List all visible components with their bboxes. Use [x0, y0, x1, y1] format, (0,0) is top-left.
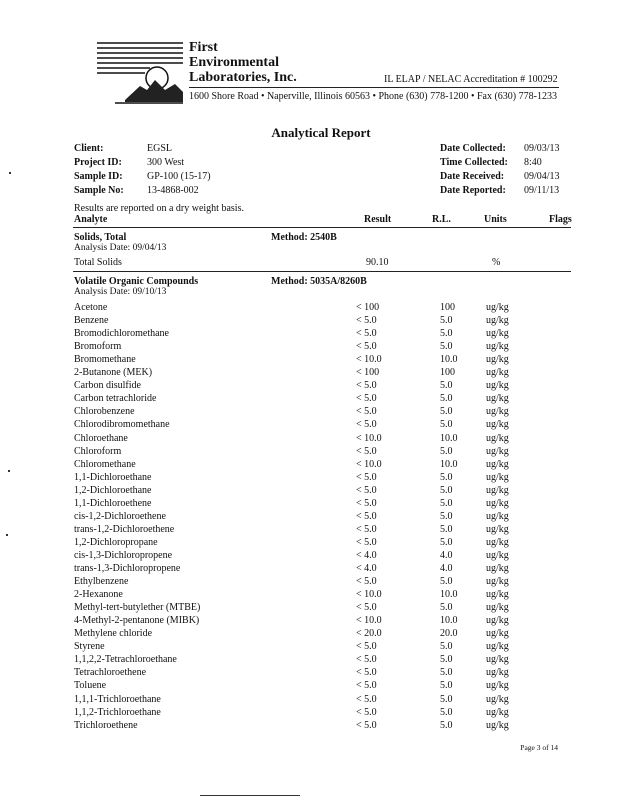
- rl-value: 5.0: [440, 445, 453, 457]
- analyte-name: Carbon tetrachloride: [74, 393, 157, 405]
- table-row: [0, 641, 642, 654]
- rl-value: 100: [440, 367, 455, 379]
- rl-value: 5.0: [440, 497, 453, 509]
- result-value: < 4.0: [356, 549, 377, 561]
- table-row: [0, 628, 642, 641]
- table-row: [0, 602, 642, 615]
- company-address: 1600 Shore Road • Naperville, Illinois 60563 • Phone (630) 778-1200 • Fax (630) 778-1233: [189, 91, 557, 102]
- analyte-name: Bromoform: [74, 341, 122, 353]
- units-value: ug/kg: [486, 706, 509, 718]
- result-value: < 5.0: [356, 315, 377, 327]
- result-value: < 10.0: [356, 458, 382, 470]
- units-value: ug/kg: [486, 328, 509, 340]
- table-row: [0, 720, 642, 733]
- company-name-line3: Laboratories, Inc.: [189, 70, 297, 85]
- table-row: [0, 511, 642, 524]
- scan-speck: [6, 534, 8, 536]
- solids-analysis-date: Analysis Date: 09/04/13: [74, 243, 167, 253]
- table-row: [0, 446, 642, 459]
- analyte-name: Benzene: [74, 315, 109, 327]
- table-row: [0, 654, 642, 667]
- analyte-name: trans-1,3-Dichloropropene: [74, 563, 181, 574]
- rl-value: 10.0: [440, 432, 458, 444]
- result-value: < 5.0: [356, 419, 377, 431]
- units-value: ug/kg: [486, 549, 509, 561]
- analyte-name: 1,2-Dichloroethane: [74, 484, 152, 496]
- units-value: ug/kg: [486, 432, 509, 444]
- result-value: < 5.0: [356, 576, 377, 588]
- result-value: < 20.0: [356, 628, 382, 640]
- rl-value: 5.0: [440, 602, 453, 614]
- company-name-line1: First: [189, 40, 218, 55]
- units-value: ug/kg: [486, 563, 509, 574]
- analyte-name: Methylene chloride: [74, 628, 153, 640]
- table-row: [0, 459, 642, 472]
- rl-value: 5.0: [440, 706, 453, 718]
- voc-analysis-date: Analysis Date: 09/10/13: [74, 287, 167, 297]
- dry-weight-note: Results are reported on a dry weight basis.: [74, 203, 244, 214]
- analyte-name: 1,2-Dichloropropane: [74, 536, 158, 548]
- solids-section-title: Solids, Total: [74, 232, 127, 243]
- units-value: ug/kg: [486, 367, 509, 379]
- units-value: ug/kg: [486, 393, 509, 405]
- table-row: [0, 576, 642, 589]
- units-value: ug/kg: [486, 615, 509, 627]
- result-value: < 5.0: [356, 380, 377, 392]
- header-divider: [73, 227, 571, 228]
- table-row: [0, 680, 642, 693]
- rl-value: 5.0: [440, 315, 453, 327]
- units-value: ug/kg: [486, 641, 509, 653]
- scan-speck: [9, 172, 11, 174]
- rl-value: 5.0: [440, 484, 453, 496]
- col-header-analyte: Analyte: [74, 214, 108, 225]
- date-received-label: Date Received:: [440, 171, 505, 182]
- rl-value: 5.0: [440, 693, 453, 705]
- table-row: [0, 328, 642, 341]
- units-value: ug/kg: [486, 667, 509, 679]
- col-header-rl: R.L.: [432, 214, 451, 225]
- analyte-name: Acetone: [74, 302, 108, 313]
- units-value: ug/kg: [486, 406, 509, 418]
- analyte-name: Bromodichloromethane: [74, 328, 169, 340]
- analyte-name: 1,1-Dichloroethene: [74, 497, 152, 509]
- units-value: ug/kg: [486, 380, 509, 392]
- analyte-name: Chlorobenzene: [74, 406, 135, 418]
- result-value: < 5.0: [356, 667, 377, 679]
- solids-method: Method: 2540B: [271, 232, 337, 243]
- table-row: [0, 354, 642, 367]
- table-row: [0, 667, 642, 680]
- result-value: < 10.0: [356, 589, 382, 601]
- analyte-name: trans-1,2-Dichloroethene: [74, 523, 175, 535]
- result-value: < 5.0: [356, 706, 377, 718]
- units-value: ug/kg: [486, 341, 509, 353]
- result-value: < 10.0: [356, 432, 382, 444]
- table-row: [0, 485, 642, 498]
- units-value: ug/kg: [486, 680, 509, 692]
- analyte-name: Carbon disulfide: [74, 380, 141, 392]
- sample-id-label: Sample ID:: [74, 171, 123, 182]
- analyte-name: Bromomethane: [74, 354, 136, 366]
- table-row: [0, 550, 642, 563]
- units-value: ug/kg: [486, 510, 509, 522]
- date-reported-value: 09/11/13: [524, 185, 560, 196]
- result-value: < 5.0: [356, 523, 377, 535]
- units-value: ug/kg: [486, 419, 509, 431]
- units-value: ug/kg: [486, 576, 509, 588]
- table-row: [0, 563, 642, 576]
- units-value: ug/kg: [486, 536, 509, 548]
- rl-value: 5.0: [440, 641, 453, 653]
- rl-value: 20.0: [440, 628, 458, 640]
- analyte-name: 1,1,1-Trichloroethane: [74, 693, 161, 705]
- rl-value: 10.0: [440, 615, 458, 627]
- rl-value: 5.0: [440, 419, 453, 431]
- units-value: ug/kg: [486, 719, 509, 731]
- analyte-name: Chloromethane: [74, 458, 136, 470]
- scan-speck: [8, 470, 10, 472]
- table-row: [0, 302, 642, 315]
- analyte-name: 1,1-Dichloroethane: [74, 471, 152, 483]
- result-value: < 5.0: [356, 497, 377, 509]
- rl-value: 4.0: [440, 549, 453, 561]
- analyte-name: Styrene: [74, 641, 105, 653]
- client-label: Client:: [74, 143, 104, 154]
- rl-value: 5.0: [440, 523, 453, 535]
- result-value: < 5.0: [356, 484, 377, 496]
- table-row: [0, 406, 642, 419]
- result-value: < 100: [356, 367, 380, 379]
- table-row: [0, 393, 642, 406]
- analyte-name: Trichloroethene: [74, 719, 138, 731]
- units-value: ug/kg: [486, 471, 509, 483]
- analyte-name: Tetrachloroethene: [74, 667, 147, 679]
- section-divider: [73, 271, 571, 272]
- header-rule: [189, 87, 559, 88]
- table-row: [0, 589, 642, 602]
- col-header-flags: Flags: [549, 214, 572, 225]
- table-row: [0, 315, 642, 328]
- result-value: < 5.0: [356, 510, 377, 522]
- result-value: < 4.0: [356, 563, 377, 574]
- rl-value: 5.0: [440, 510, 453, 522]
- analyte-name: Methyl-tert-butylether (MTBE): [74, 602, 201, 614]
- date-collected-value: 09/03/13: [524, 143, 560, 154]
- result-value: < 5.0: [356, 680, 377, 692]
- result-value: < 5.0: [356, 693, 377, 705]
- sample-no-value: 13-4868-002: [147, 185, 199, 196]
- units-value: ug/kg: [486, 602, 509, 614]
- table-row: [0, 498, 642, 511]
- rl-value: 5.0: [440, 680, 453, 692]
- analyte-name: cis-1,2-Dichloroethene: [74, 510, 166, 522]
- result-value: < 5.0: [356, 602, 377, 614]
- page-number: Page 3 of 14: [520, 743, 558, 752]
- result-value: < 100: [356, 302, 380, 313]
- units-value: ug/kg: [486, 302, 509, 313]
- analyte-name: 1,1,2-Trichloroethane: [74, 706, 161, 718]
- result-value: < 5.0: [356, 445, 377, 457]
- date-reported-label: Date Reported:: [440, 185, 506, 196]
- sample-no-label: Sample No:: [74, 185, 124, 196]
- units-value: ug/kg: [486, 654, 509, 666]
- table-row: [0, 380, 642, 393]
- table-row: [0, 472, 642, 485]
- result-value: < 5.0: [356, 641, 377, 653]
- analyte-name: Chloroethane: [74, 432, 128, 444]
- rl-value: 5.0: [440, 380, 453, 392]
- time-collected-label: Time Collected:: [440, 157, 508, 168]
- result-value: < 5.0: [356, 393, 377, 405]
- result-value: < 5.0: [356, 341, 377, 353]
- sample-id-value: GP-100 (15-17): [147, 171, 211, 182]
- analyte-name: 1,1,2,2-Tetrachloroethane: [74, 654, 177, 666]
- date-received-value: 09/04/13: [524, 171, 560, 182]
- table-row: [0, 615, 642, 628]
- rl-value: 5.0: [440, 393, 453, 405]
- units-value: ug/kg: [486, 497, 509, 509]
- units-value: ug/kg: [486, 458, 509, 470]
- result-value: < 5.0: [356, 654, 377, 666]
- footer-mark: [200, 795, 300, 796]
- units-value: ug/kg: [486, 354, 509, 366]
- result-value: < 5.0: [356, 719, 377, 731]
- analyte-name: Chloroform: [74, 445, 122, 457]
- result-value: < 10.0: [356, 354, 382, 366]
- result-value: 90.10: [366, 257, 389, 268]
- table-row: [0, 257, 642, 270]
- analyte-name: Chlorodibromomethane: [74, 419, 170, 431]
- rl-value: 5.0: [440, 719, 453, 731]
- table-row: [0, 367, 642, 380]
- analyte-name: 4-Methyl-2-pentanone (MIBK): [74, 615, 200, 627]
- time-collected-value: 8:40: [524, 157, 542, 168]
- units-value: ug/kg: [486, 445, 509, 457]
- rl-value: 10.0: [440, 354, 458, 366]
- voc-method: Method: 5035A/8260B: [271, 276, 367, 287]
- table-row: [0, 694, 642, 707]
- table-row: [0, 537, 642, 550]
- analyte-name: 2-Hexanone: [74, 589, 123, 601]
- col-header-units: Units: [484, 214, 507, 225]
- report-title: Analytical Report: [271, 125, 371, 140]
- units-value: ug/kg: [486, 523, 509, 535]
- analyte-name: Ethylbenzene: [74, 576, 129, 588]
- table-row: [0, 524, 642, 537]
- analyte-name: Total Solids: [74, 257, 122, 268]
- result-value: < 5.0: [356, 406, 377, 418]
- rl-value: 10.0: [440, 458, 458, 470]
- rl-value: 5.0: [440, 328, 453, 340]
- rl-value: 5.0: [440, 654, 453, 666]
- units-value: ug/kg: [486, 315, 509, 327]
- rl-value: 5.0: [440, 471, 453, 483]
- rl-value: 5.0: [440, 341, 453, 353]
- voc-section-title: Volatile Organic Compounds: [74, 276, 199, 287]
- units-value: %: [492, 257, 501, 268]
- rl-value: 5.0: [440, 536, 453, 548]
- analyte-name: 2-Butanone (MEK): [74, 367, 153, 379]
- units-value: ug/kg: [486, 589, 509, 601]
- result-value: < 5.0: [356, 536, 377, 548]
- table-row: [0, 433, 642, 446]
- result-value: < 10.0: [356, 615, 382, 627]
- date-collected-label: Date Collected:: [440, 143, 506, 154]
- result-value: < 5.0: [356, 328, 377, 340]
- result-value: < 5.0: [356, 471, 377, 483]
- project-label: Project ID:: [74, 157, 122, 168]
- analyte-name: cis-1,3-Dichloropropene: [74, 549, 173, 561]
- table-row: [0, 419, 642, 432]
- company-name-line2: Environmental: [189, 55, 279, 70]
- table-row: [0, 707, 642, 720]
- units-value: ug/kg: [486, 693, 509, 705]
- table-row: [0, 341, 642, 354]
- col-header-result: Result: [364, 214, 392, 225]
- rl-value: 5.0: [440, 406, 453, 418]
- company-logo: [95, 40, 185, 106]
- rl-value: 4.0: [440, 563, 453, 574]
- accreditation-text: IL ELAP / NELAC Accreditation # 100292: [384, 74, 558, 85]
- rl-value: 10.0: [440, 589, 458, 601]
- units-value: ug/kg: [486, 484, 509, 496]
- units-value: ug/kg: [486, 628, 509, 640]
- rl-value: 100: [440, 302, 455, 313]
- analyte-name: Toluene: [74, 680, 107, 692]
- rl-value: 5.0: [440, 667, 453, 679]
- client-value: EGSL: [147, 143, 172, 154]
- project-value: 300 West: [147, 157, 185, 168]
- rl-value: 5.0: [440, 576, 453, 588]
